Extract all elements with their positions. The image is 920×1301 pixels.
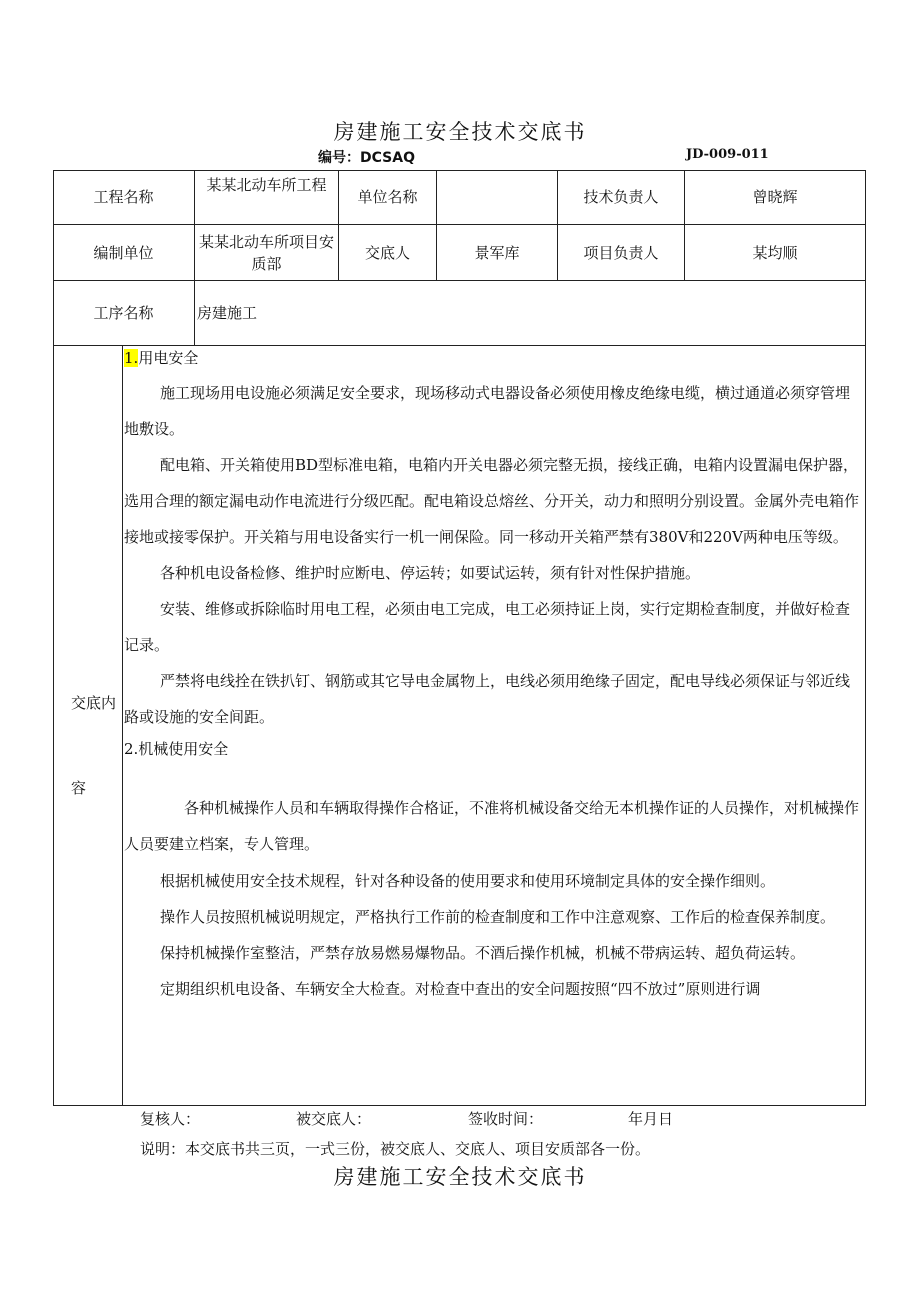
- paragraph: 根据机械使用安全技术规程，针对各种设备的使用要求和使用环境制定具体的安全操作细则。: [160, 872, 776, 890]
- sign-time-label: 签收时间：: [468, 1110, 544, 1128]
- document-code-suffix: JD-009-011: [686, 147, 769, 162]
- recipient-label: 被交底人：: [296, 1110, 372, 1128]
- document-title-repeat: 房建施工安全技术交底书: [333, 1165, 587, 1189]
- compiler-unit-label: 编制单位: [93, 243, 154, 262]
- document-title: 房建施工安全技术交底书: [333, 120, 587, 144]
- section-2-title: 2.机械使用安全: [124, 740, 229, 758]
- section-1-number: 1.: [124, 349, 139, 367]
- reviewer-label: 复核人：: [140, 1110, 201, 1128]
- document-code-prefix: 编号：DCSAQ: [318, 150, 415, 166]
- paragraph: 保持机械操作室整洁，严禁存放易燃易爆物品。不酒后操作机械，机械不带病运转、超负荷运转。: [160, 944, 806, 962]
- paragraph: 各种机电设备检修、维护时应断电、停运转；如要试运转，须有针对性保护措施。: [160, 564, 701, 582]
- paragraph: 施工现场用电设施必须满足安全要求，现场移动式电器设备必须使用橡皮绝缘电缆，横过通道必须穿管埋地敷设。: [124, 384, 851, 438]
- footer-note: 说明：本交底书共三页，一式三份，被交底人、交底人、项目安质部各一份。: [140, 1140, 651, 1158]
- paragraph: 定期组织机电设备、车辆安全大检查。对检查中查出的安全问题按照“四不放过”原则进行调: [160, 980, 761, 998]
- content-label-line1: 交底内: [71, 694, 117, 712]
- paragraph: 操作人员按照机械说明规定，严格执行工作前的检查制度和工作中注意观察、工作后的检查保养制度。: [160, 908, 836, 926]
- table-border-right: [865, 170, 866, 1106]
- project-manager-value: 某均顺: [752, 243, 798, 262]
- discloser-value: 景军库: [474, 243, 520, 262]
- section-1-heading: [124, 340, 864, 376]
- table-col-divider: [122, 345, 123, 1105]
- tech-lead-label: 技术负责人: [583, 188, 659, 206]
- compiler-unit-value: 某某北动车所项目安质部: [198, 232, 334, 273]
- table-border-bottom: [53, 1105, 866, 1106]
- paragraph: 各种机械操作人员和车辆取得操作合格证，不准将机械设备交给无本机操作证的人员操作，对机械操作人员要建立档案，专人管理。: [124, 799, 860, 853]
- paragraph: 安装、维修或拆除临时用电工程，必须由电工完成，电工必须持证上岗，实行定期检查制度，并做好检查记录。: [124, 600, 851, 654]
- paragraph: 严禁将电线拴在铁扒钉、钢筋或其它导电金属物上，电线必须用绝缘子固定，配电导线必须保证与邻近线路或设施的安全间距。: [124, 672, 851, 726]
- discloser-label: 交底人: [364, 243, 410, 262]
- process-name-label: 工序名称: [93, 304, 154, 322]
- content-label-line2: 容: [71, 779, 87, 797]
- date-label: 年月日: [628, 1110, 674, 1128]
- tech-lead-value: 曾晓辉: [752, 188, 798, 206]
- project-name-value: 某某北动车所工程: [206, 176, 327, 194]
- section-1-title: 用电安全: [138, 349, 199, 367]
- unit-name-value: [437, 170, 557, 224]
- unit-name-label: 单位名称: [357, 188, 418, 206]
- process-name-value: 房建施工: [197, 304, 258, 322]
- project-name-label: 工程名称: [93, 188, 154, 206]
- project-manager-label: 项目负责人: [583, 243, 659, 262]
- paragraph: 配电箱、开关箱使用BD型标准电箱，电箱内开关电器必须完整无损，接线正确，电箱内设置漏电保护器，选用合理的额定漏电动作电流进行分级匹配。配电箱设总熔丝、分开关，动力和照明分别设置。金属外壳电箱作接地或接零保护。开关箱与用电设备实行一机一闸保险。同一移动开关箱严禁有380V和220V两种电压等级。: [124, 456, 860, 546]
